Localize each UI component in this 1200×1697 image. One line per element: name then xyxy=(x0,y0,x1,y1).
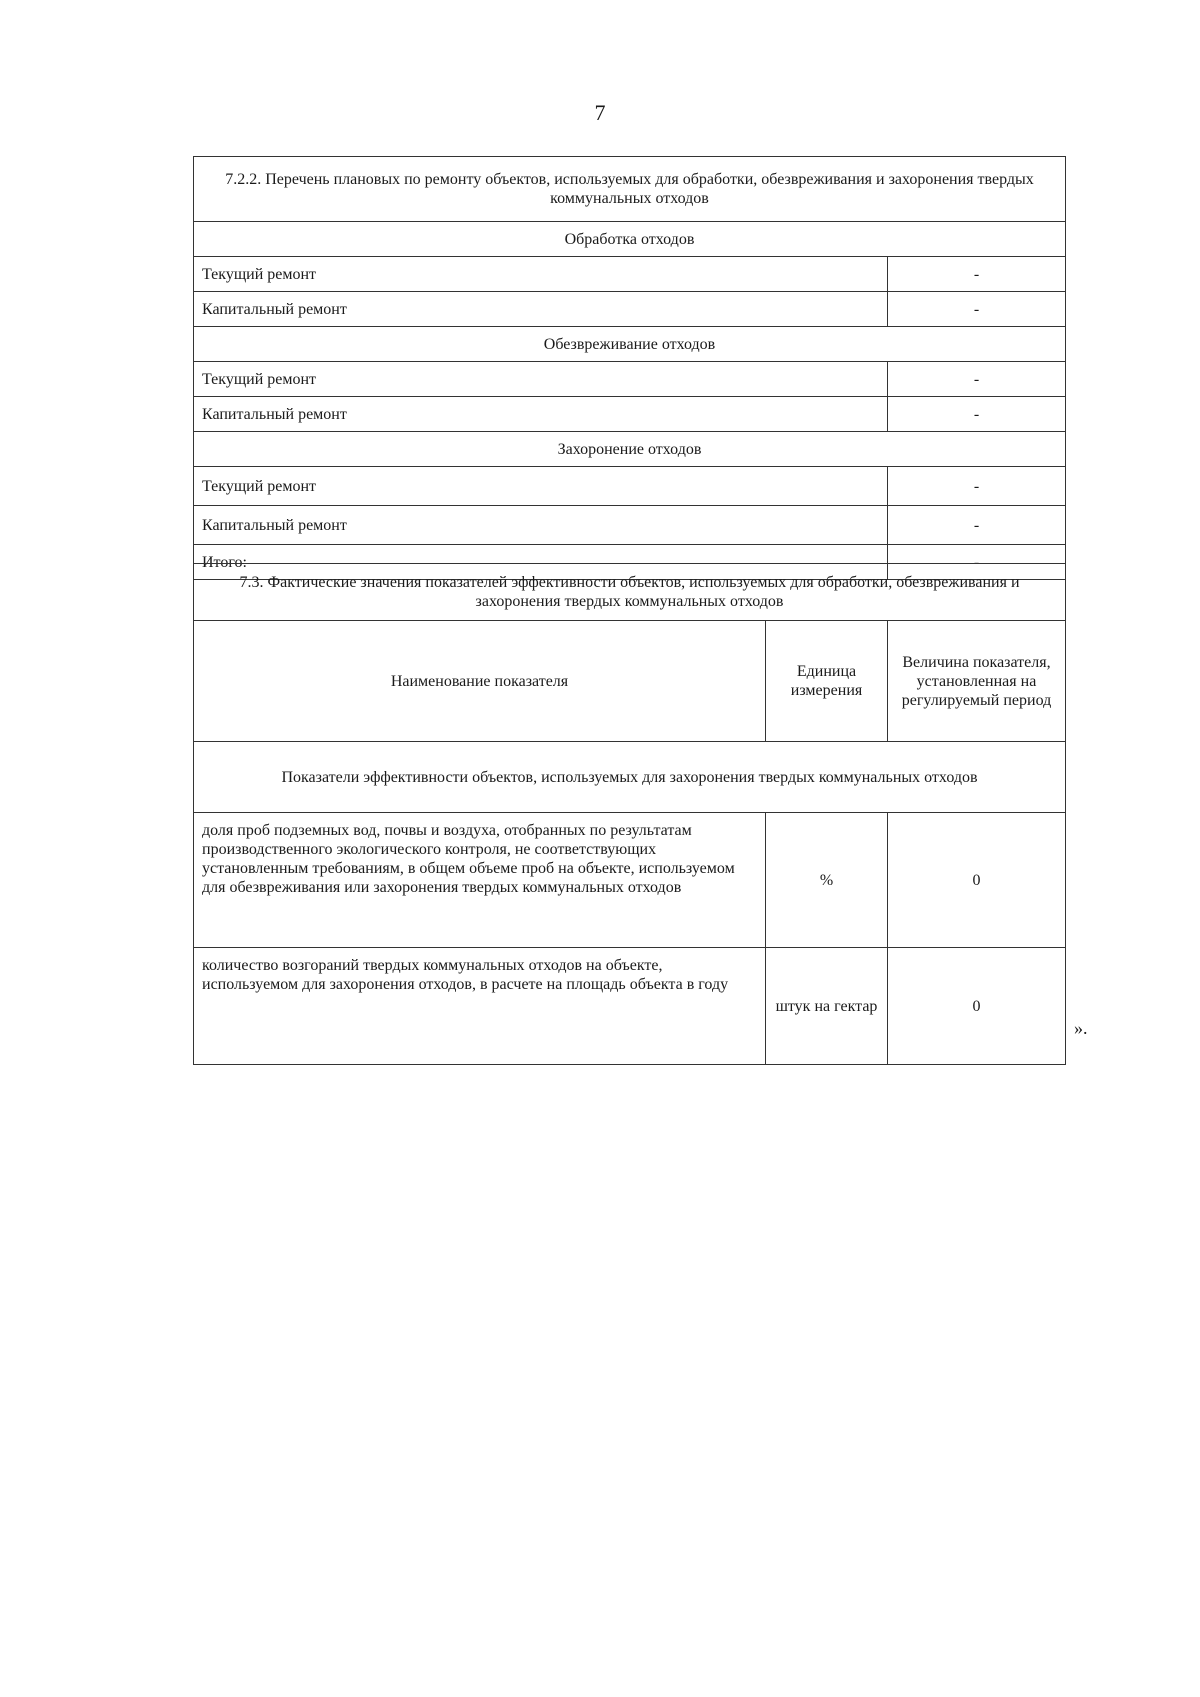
section-722-title: 7.2.2. Перечень плановых по ремонту объектов, используемых для обработки, обезвреживания и захоронения твердых коммунальных отходов xyxy=(194,157,1066,222)
row-value: - xyxy=(888,292,1066,327)
section-row xyxy=(194,432,1066,467)
column-header-name: Наименование показателя xyxy=(194,621,766,742)
row-name: Текущий ремонт xyxy=(194,362,888,397)
group-heading-burial-efficiency: Показатели эффективности объектов, используемых для захоронения твердых коммунальных отходов xyxy=(194,742,1066,813)
section-row xyxy=(194,742,1066,813)
group-heading-neutralization: Обезвреживание отходов xyxy=(194,327,1066,362)
section-row xyxy=(194,222,1066,257)
indicator-value: 0 xyxy=(888,948,1066,1065)
table-title-row xyxy=(194,564,1066,621)
table-row xyxy=(194,397,1066,432)
row-value: - xyxy=(888,362,1066,397)
total-label: Итого: xyxy=(194,545,888,580)
table-row xyxy=(194,257,1066,292)
table-row xyxy=(194,813,1066,948)
row-value: - xyxy=(888,257,1066,292)
table-row xyxy=(194,467,1066,506)
closing-quote: ». xyxy=(1074,1018,1088,1038)
row-value: - xyxy=(888,467,1066,506)
table-row xyxy=(194,292,1066,327)
table-row xyxy=(194,362,1066,397)
repair-plan-table xyxy=(193,156,1066,580)
table-title-row xyxy=(194,157,1066,222)
row-name: Текущий ремонт xyxy=(194,257,888,292)
efficiency-indicators-table xyxy=(193,563,1066,1065)
table-row xyxy=(194,948,1066,1065)
row-value: - xyxy=(888,506,1066,545)
row-name: Капитальный ремонт xyxy=(194,292,888,327)
section-row xyxy=(194,327,1066,362)
table-row xyxy=(194,506,1066,545)
row-name: Текущий ремонт xyxy=(194,467,888,506)
indicator-unit: % xyxy=(766,813,888,948)
page-number: 7 xyxy=(594,100,606,125)
column-header-unit: Единица измерения xyxy=(766,621,888,742)
total-value: - xyxy=(888,545,1066,580)
group-heading-burial: Захоронение отходов xyxy=(194,432,1066,467)
header-row xyxy=(194,621,1066,742)
section-73-title: 7.3. Фактические значения показателей эффективности объектов, используемых для обработки, обезвреживания и захоронения твердых коммунальных отходов xyxy=(194,564,1066,621)
indicator-value: 0 xyxy=(888,813,1066,948)
indicator-name: количество возгораний твердых коммунальных отходов на объекте, используемом для захоронения отходов, в расчете на площадь объекта в году xyxy=(194,948,766,1065)
group-heading-processing: Обработка отходов xyxy=(194,222,1066,257)
row-name: Капитальный ремонт xyxy=(194,397,888,432)
row-name: Капитальный ремонт xyxy=(194,506,888,545)
row-value: - xyxy=(888,397,1066,432)
indicator-name: доля проб подземных вод, почвы и воздуха, отобранных по результатам производственного экологического контроля, не соответствующих установленным требованиям, в общем объеме проб на объекте, используемом для обезвреживания или захоронения твердых коммунальных отходов xyxy=(194,813,766,948)
indicator-unit: штук на гектар xyxy=(766,948,888,1065)
column-header-value: Величина показателя, установленная на регулируемый период xyxy=(888,621,1066,742)
